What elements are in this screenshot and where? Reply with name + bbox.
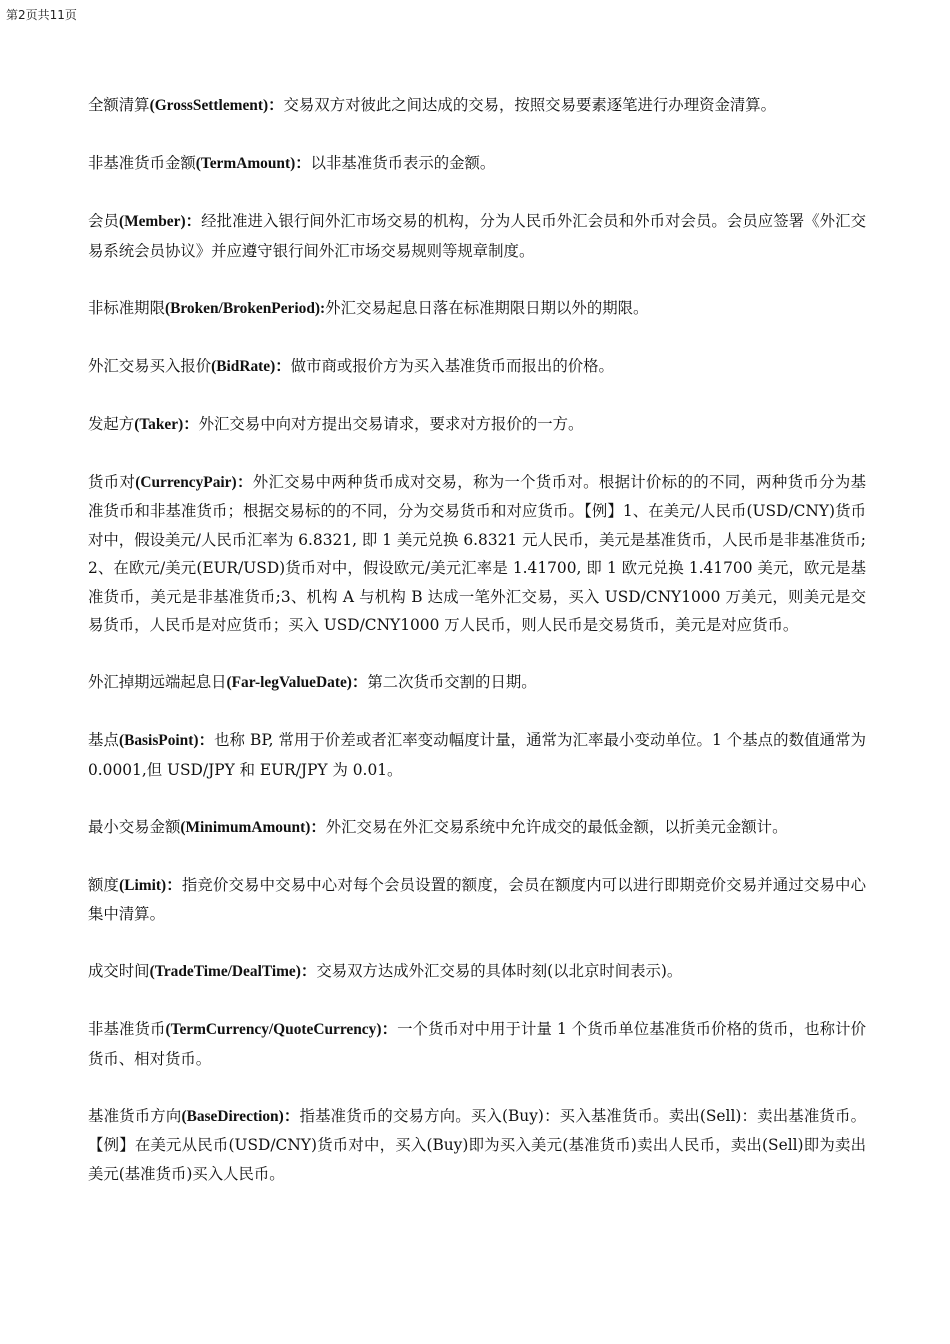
glossary-entry-minimum-amount [88,813,866,843]
term-definition: 指基准货币的交易方向。买入(Buy)：买入基准货币。卖出(Sell)：卖出基准货币。【例】在美元从民币(USD/CNY)货币对中，买入(Buy)即为买入美元(基准货币)卖出人民币，卖出(Sell)即为卖出美元(基准货币)买入人民币。 [88,1106,866,1183]
glossary-entry-base-direction [88,1102,866,1189]
term-english: (Member) [118,213,186,230]
term-definition: 外汇交易中两种货币成对交易，称为一个货币对。根据计价标的的不同，两种货币分为基准货币和非基准货币；根据交易标的的不同，分为交易货币和对应货币。【例】1、在美元/人民币(USD/CNY)货币对中，假设美元/人民币汇率为 6.8321, 即 1 美元兑换 6.8321 元人民币，美元是基准货币，人民币是非基准货币;2、在欧元/美元(EUR/USD)货币对中，假设欧元/美元汇率是 1.41700, 即 1 欧元兑换 1.41700 美元，欧元是基准货币，美元是非基准货币;3、机构 A 与机构 B 达成一笔外汇交易，买入 USD/CNY1000 万美元，则美元是交易货币，人民币是对应货币；买入 USD/CNY1000 万人民币，则人民币是交易货币，美元是对应货币。 [88,472,866,634]
term-english: (CurrencyPair) [135,473,237,491]
term-separator: ： [236,473,253,491]
term-name: 最小交易金额 [88,817,181,836]
term-definition: 指竞价交易中交易中心对每个会员设置的额度，会员在额度内可以进行即期竞价交易并通过交易中心集中清算。 [88,875,866,923]
term-definition: 以非基准货币表示的金额。 [310,154,496,172]
glossary-entry-term-currency [88,1015,866,1073]
glossary-entry-trade-time [88,957,866,987]
term-separator: ： [295,155,311,172]
term-separator: ： [381,1021,398,1038]
term-separator: ： [166,876,182,894]
glossary-entry-broken-period [88,294,866,324]
glossary-entry-gross-settlement [88,91,866,121]
term-separator: ： [185,213,202,230]
term-english: (Taker) [134,415,184,433]
glossary-entry-member [88,207,866,265]
term-name: 额度 [88,875,120,894]
term-separator: ： [300,963,317,980]
term-english: (TermCurrency/QuoteCurrency) [165,1021,382,1038]
term-name: 会员 [88,212,119,230]
term-english: (MinimumAmount) [180,818,311,836]
term-name: 非基准货币 [88,1020,166,1038]
term-name: 基点 [88,731,119,749]
term-separator: ： [183,415,199,433]
term-name: 非基准货币金额 [88,154,196,172]
term-definition: 一个货币对中用于计量 1 个货币单位基准货币价格的货币，也称计价货币、相对货币。 [88,1020,866,1068]
term-name: 成交时间 [88,962,150,980]
term-name: 全额清算 [88,96,150,114]
term-definition: 做市商或报价方为买入基准货币而报出的价格。 [290,356,614,375]
term-definition: 经批准进入银行间外汇市场交易的机构，分为人民币外汇会员和外币对会员。会员应签署《外汇交易系统会员协议》并应遵守银行间外汇市场交易规则等规章制度。 [88,212,866,260]
glossary-entry-limit [88,871,866,929]
page-number-header: 第2页共11页 [6,8,77,22]
term-definition: 外汇交易起息日落在标准期限日期以外的期限。 [325,298,649,317]
term-english: (TermAmount) [195,155,296,172]
term-definition: 也称 BP, 常用于价差或者汇率变动幅度计量，通常为汇率最小变动单位。1 个基点的数值通常为 0.0001,但 USD/JPY 和 EUR/JPY 为 0.01。 [88,731,866,779]
glossary-entry-far-leg-value-date [88,668,866,698]
glossary-entry-bid-rate [88,352,866,382]
glossary-entry-basis-point [88,726,866,784]
term-name: 基准货币方向 [88,1106,182,1125]
term-english: (Limit) [119,876,167,894]
term-english: (TradeTime/DealTime) [149,963,301,980]
term-definition: 外汇交易在外汇交易系统中允许成交的最低金额，以折美元金额计。 [325,817,788,836]
term-english: (BidRate) [211,357,276,375]
term-definition: 交易双方达成外汇交易的具体时刻(以北京时间表示)。 [316,962,683,980]
term-separator: ： [310,818,326,836]
term-english: (BaseDirection) [181,1107,284,1125]
term-separator: ： [351,674,368,691]
term-name: 外汇掉期远端起息日 [88,673,227,691]
term-english: (BasisPoint) [118,732,199,749]
term-definition: 第二次货币交割的日期。 [367,673,537,691]
term-separator: ： [275,357,291,375]
term-name: 发起方 [88,414,135,433]
glossary-body [88,91,866,1217]
term-definition: 外汇交易中向对方提出交易请求，要求对方报价的一方。 [198,414,584,433]
glossary-entry-taker [88,410,866,440]
term-separator: ： [268,97,284,114]
term-name: 外汇交易买入报价 [88,356,212,375]
term-definition: 交易双方对彼此之间达成的交易，按照交易要素逐笔进行办理资金清算。 [283,96,777,114]
term-name: 货币对 [88,472,136,491]
glossary-entry-currency-pair [88,468,866,640]
term-separator: ： [283,1107,300,1125]
term-separator: : [320,299,326,317]
glossary-entry-term-amount [88,149,866,179]
term-english: (Broken/BrokenPeriod) [164,299,321,317]
term-english: (Far-legValueDate) [226,674,352,691]
term-english: (GrossSettlement) [149,97,269,114]
term-separator: ： [198,732,215,749]
term-name: 非标准期限 [88,298,165,317]
